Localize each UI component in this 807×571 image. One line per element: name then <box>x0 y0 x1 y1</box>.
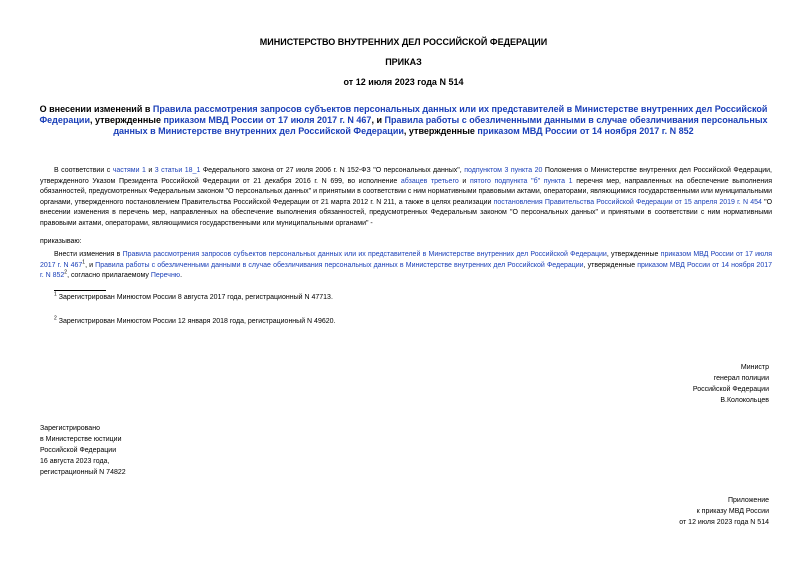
basis-text-1: В соответствии с <box>54 167 113 174</box>
subject-link-rules-requests[interactable]: Правила рассмотрения запросов субъектов персональных данных или их представителей в Министерстве внутренних дел Российской Федерации <box>39 104 768 125</box>
basis-text-4: Положения о Министерстве внутренних дел Российской Федерации, утвержденного Указом Президента Российской Федерации от 21 декабря 2016 г. N 699, во исполнение <box>40 167 772 185</box>
footnote-2-text: Зарегистрирован Минюстом России 12 января 2018 года, регистрационный N 49620. <box>56 318 336 325</box>
basis-link-paragraph-3[interactable]: абзацев третьего <box>400 177 459 185</box>
subject-text-3: , и <box>371 115 385 125</box>
subject-text-1: О внесении изменений в <box>39 104 153 114</box>
footnote-2-mark: 2 <box>54 315 57 322</box>
amend-link-order-467[interactable]: приказом МВД России от 17 июля 2017 г. N 467 <box>40 251 772 269</box>
footnote-ref-2[interactable]: 2 <box>64 269 68 276</box>
registration-date: 16 августа 2023 года, <box>40 458 110 465</box>
document-type-heading: ПРИКАЗ <box>385 57 422 67</box>
subject-link-order-467[interactable]: приказом МВД России от 17 июля 2017 г. N 467 <box>163 115 372 125</box>
registration-line-3: Российской Федерации <box>40 447 117 454</box>
amend-text-5: , согласно прилагаемому <box>67 272 151 280</box>
ministry-heading: МИНИСТЕРСТВО ВНУТРЕННИХ ДЕЛ РОССИЙСКОЙ ФЕДЕРАЦИИ <box>259 37 548 47</box>
footnote-1-mark: 1 <box>54 291 57 298</box>
amend-text-4: , утвержденные <box>583 261 638 269</box>
basis-paragraph <box>40 166 772 230</box>
basis-link-article-18-1[interactable]: 3 статьи 18_1 <box>154 167 201 174</box>
registration-number: регистрационный N 74822 <box>40 469 126 476</box>
basis-link-paragraph-5[interactable]: пятого подпункта "б" пункта 1 <box>469 177 573 185</box>
basis-text-3: Федерального закона от 27 июля 2006 г. N 152-ФЗ "О персональных данных", <box>200 167 465 174</box>
orders-word: приказываю: <box>40 238 82 245</box>
amend-link-appendix-list[interactable]: Перечню <box>150 272 181 280</box>
registration-block <box>40 423 126 478</box>
signature-country: Российской Федерации <box>692 386 769 393</box>
signature-name: В.Колокольцев <box>720 397 769 404</box>
amend-text-3: , и <box>85 261 96 269</box>
basis-link-resolution-454[interactable]: постановления Правительства Российской Федерации от 15 апреля 2019 г. N 454 <box>493 198 762 206</box>
basis-link-subpoint-3[interactable]: подпунктом 3 пункта 20 <box>464 167 543 174</box>
amend-text-1: Внести изменения в <box>54 251 123 258</box>
footnote-2 <box>54 317 335 327</box>
subject-text-4: , утвержденные <box>403 126 478 136</box>
basis-link-parts-1[interactable]: частями 1 <box>112 167 146 174</box>
footnote-1 <box>54 293 333 303</box>
amend-link-rules-requests[interactable]: Правила рассмотрения запросов субъектов персональных данных или их представителей в Министерстве внутренних дел Российской Федерации <box>122 251 607 258</box>
amend-paragraph <box>40 250 772 282</box>
amend-text-2: , утвержденные <box>606 251 661 258</box>
footnote-1-text: Зарегистрирован Минюстом России 8 августа 2017 года, регистрационный N 47713. <box>56 294 333 301</box>
footnote-separator <box>54 290 106 291</box>
basis-text-7: "О внесении изменения в перечень мер, направленных на обеспечение выполнения обязанностей, предусмотренных Федеральным законом "О персональных данных" и принятыми в соответствии с ним нормативными правовыми актами, операторами, являющимися государственными или муниципальными органами" - <box>40 198 773 227</box>
signature-block <box>693 362 769 406</box>
subject-link-rules-anonymized[interactable]: Правила работы с обезличенными данными в случае обезличивания персональных данных в Министерстве внутренних дел Российской Федерации <box>113 115 768 136</box>
appendix-title: Приложение <box>727 497 769 504</box>
subject-text-2: , утвержденные <box>90 115 164 125</box>
registration-line-2: в Министерстве юстиции <box>40 436 122 443</box>
amend-text-6: . <box>180 272 183 280</box>
document-date-heading: от 12 июля 2023 года N 514 <box>343 77 464 87</box>
basis-text-5: и <box>458 177 470 185</box>
amend-link-rules-anonymized[interactable]: Правила работы с обезличенными данными в случае обезличивания персональных данных в Министерстве внутренних дел Российской Федерации <box>95 261 584 269</box>
footnote-ref-1[interactable]: 1 <box>82 259 86 266</box>
basis-text-6: перечня мер, направленных на обеспечение выполнения обязанностей, предусмотренных Федеральным законом "О персональных данных" и принятыми в соответствии с ним нормативными правовыми актами, операторами, являющимися государственными или муниципальными органами, утвержденного постановлением Правительства Российской Федерации от 21 марта 2012 г. N 211, а также в целях реализации <box>40 177 773 206</box>
document-subject <box>34 104 773 137</box>
subject-link-order-852[interactable]: приказом МВД России от 14 ноября 2017 г. N 852 <box>477 126 694 136</box>
signature-rank: генерал полиции <box>713 375 769 382</box>
appendix-order-ref: к приказу МВД России <box>696 508 769 515</box>
appendix-block <box>679 495 769 528</box>
registration-line-1: Зарегистрировано <box>40 425 100 432</box>
amend-link-order-852[interactable]: приказом МВД России от 14 ноября 2017 г. N 852 <box>40 261 772 280</box>
appendix-order-date: от 12 июля 2023 года N 514 <box>679 519 769 526</box>
signature-title: Министр <box>740 364 769 371</box>
basis-text-2: и <box>145 167 155 174</box>
